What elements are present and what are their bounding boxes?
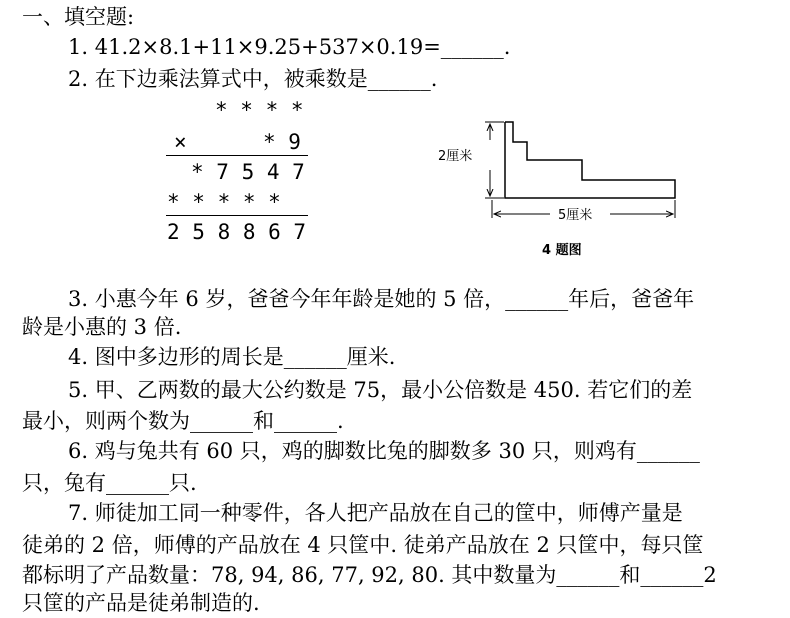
- question-number: 6.: [68, 439, 89, 463]
- question-number: 3.: [68, 287, 89, 311]
- rule-line: [166, 155, 308, 156]
- question-6-cont: 只，兔有______只.: [22, 471, 197, 495]
- question-7: [68, 500, 683, 526]
- question-text: 甲、乙两数的最大公约数是 75，最小公倍数是 450. 若它们的差: [94, 378, 693, 402]
- question-number: 1.: [68, 35, 89, 59]
- mult-row-multiplier: * 9: [263, 130, 301, 154]
- question-1: [68, 34, 510, 60]
- times-sign: ×: [174, 130, 187, 154]
- question-number: 2.: [68, 67, 89, 91]
- mult-row-multiplicand: * * * *: [215, 98, 304, 122]
- mult-row-partial-2: * * * * *: [167, 190, 281, 214]
- question-number: 7.: [68, 501, 89, 525]
- question-3: [68, 286, 694, 312]
- question-7-cont-1: 徒弟的 2 倍，师傅的产品放在 4 只筐中. 徒弟产品放在 2 只筐中，每只筐: [22, 533, 704, 557]
- question-7-cont-2: 都标明了产品数量：78, 94, 86, 77, 92, 80. 其中数量为______和______2: [22, 563, 717, 587]
- question-5: [68, 377, 692, 403]
- question-3-cont: 龄是小惠的 3 倍.: [22, 315, 182, 339]
- rule-line: [166, 215, 308, 216]
- width-label: 5厘米: [558, 208, 593, 223]
- question-2: [68, 66, 437, 92]
- question-number: 4.: [68, 345, 89, 369]
- polygon-figure: [430, 108, 690, 263]
- mult-row-product: 2 5 8 8 6 7: [167, 220, 307, 244]
- question-text: 鸡与兔共有 60 只，鸡的脚数比兔的脚数多 30 只，则鸡有______: [94, 439, 700, 463]
- mult-row-partial-1: * 7 5 4 7: [191, 160, 305, 184]
- question-number: 5.: [68, 378, 89, 402]
- question-text: 41.2×8.1+11×9.25+537×0.19=______.: [94, 35, 511, 59]
- staircase-polygon: [505, 122, 675, 198]
- question-text: 小惠今年 6 岁，爸爸今年年龄是她的 5 倍，______年后，爸爸年: [94, 287, 695, 311]
- question-5-cont: 最小，则两个数为______和______.: [22, 409, 344, 433]
- question-text: 在下边乘法算式中，被乘数是______.: [94, 67, 438, 91]
- question-7-cont-3: 只筐的产品是徒弟制造的.: [22, 591, 260, 615]
- section-title: 一、填空题:: [22, 5, 135, 29]
- question-6: [68, 438, 700, 464]
- question-4: [68, 344, 395, 370]
- question-text: 师徒加工同一种零件，各人把产品放在自己的筐中，师傅产量是: [94, 501, 683, 525]
- figure-caption: 4 题图: [542, 243, 582, 258]
- question-text: 图中多边形的周长是______厘米.: [94, 345, 396, 369]
- height-label: 2厘米: [438, 149, 473, 164]
